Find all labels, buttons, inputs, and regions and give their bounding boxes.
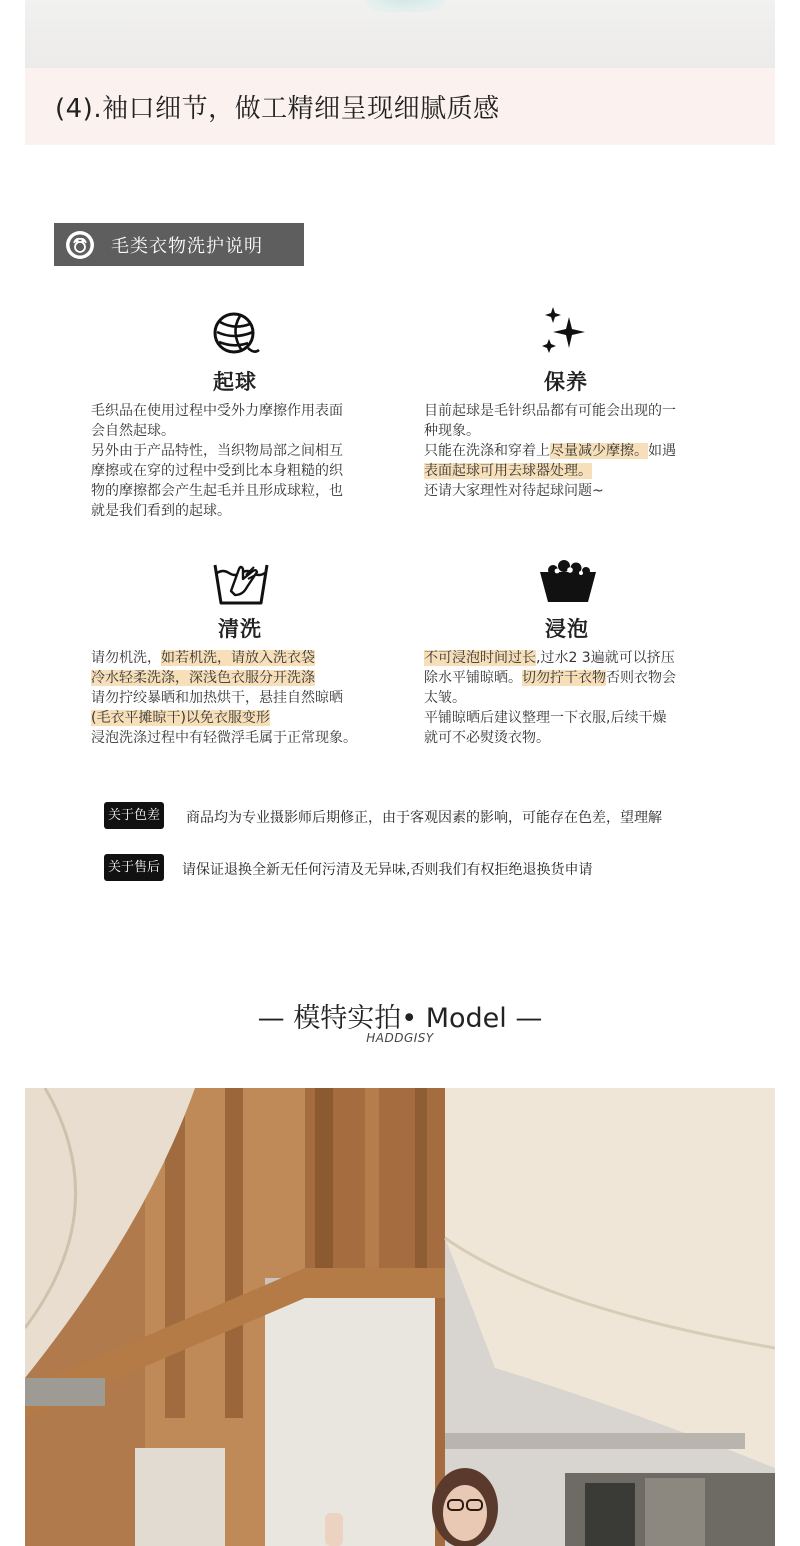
washing-title: 清洗 (218, 617, 262, 641)
washing-line (91, 708, 401, 728)
washing-highlight: 冷水轻柔洗涤，深浅色衣服分开洗涤 (91, 670, 315, 686)
pilling-line: 就是我们看到的起球。 (91, 503, 231, 519)
care-section-header (54, 223, 304, 266)
washing-line (91, 668, 401, 688)
washing-text (91, 648, 401, 748)
maintenance-line: 目前起球是毛针织品都有可能会出现的一 (424, 403, 676, 419)
maintenance-text-span: 只能在洗涤和穿着上 (424, 443, 550, 459)
washing-highlight: (毛衣平摊晾干)以免衣服变形 (91, 710, 270, 726)
pilling-text (91, 401, 391, 521)
model-section-title: — 模特实拍• Model — (257, 1003, 543, 1034)
pilling-line: 会自然起球。 (91, 423, 175, 439)
soaking-title: 浸泡 (545, 617, 589, 641)
hand-wash-icon (213, 557, 269, 607)
washing-text-span: 请勿机洗， (91, 650, 161, 666)
maintenance-text (424, 401, 724, 501)
maintenance-highlight: 表面起球可用去球器处理。 (424, 463, 592, 479)
washing-highlight: 如若机洗，请放入洗衣袋 (161, 650, 315, 666)
pilling-line: 另外由于产品特性，当织物局部之间相互 (91, 443, 343, 459)
brand-name: HADDGISY (366, 1031, 434, 1045)
maintenance-title: 保养 (544, 370, 588, 394)
sparkle-icon (541, 305, 591, 355)
color-diff-notice: 商品均为专业摄影师后期修正，由于客观因素的影响，可能存在色差，望理解 (186, 810, 662, 826)
after-sales-notice: 请保证退换全新无任何污清及无异味,否则我们有权拒绝退换货申请 (182, 862, 593, 878)
pilling-line: 毛织品在使用过程中受外力摩擦作用表面 (91, 403, 343, 419)
soaking-text-span: ,过水2 3遍就可以挤压 (536, 650, 675, 666)
washing-line: 浸泡洗涤过程中有轻微浮毛属于正常现象。 (91, 730, 357, 746)
soaking-line (424, 668, 734, 688)
maintenance-line: 种现象。 (424, 423, 480, 439)
soaking-highlight: 不可浸泡时间过长 (424, 650, 536, 666)
soaking-line: 就可不必熨烫衣物。 (424, 730, 550, 746)
washing-line: 请勿拧绞暴晒和加热烘干，悬挂自然晾晒 (91, 690, 343, 706)
pilling-line: 物的摩擦都会产生起毛并且形成球粒，也 (91, 483, 343, 499)
maintenance-line: 还请大家理性对待起球问题~ (424, 483, 604, 499)
care-section-title: 毛类衣物洗护说明 (111, 235, 263, 257)
wool-care-icon (65, 230, 95, 260)
cuff-detail-photo (25, 0, 775, 68)
maintenance-highlight: 尽量减少摩擦。 (550, 443, 648, 459)
model-photo (25, 1088, 775, 1546)
color-diff-tag: 关于色差 (104, 802, 164, 829)
soaking-text-span: 除水平铺晾晒。 (424, 670, 522, 686)
soaking-highlight: 切勿拧干衣物 (522, 670, 606, 686)
soaking-text (424, 648, 734, 748)
pilling-title: 起球 (213, 370, 257, 394)
soaking-line: 平铺晾晒后建议整理一下衣服,后续干燥 (424, 710, 667, 726)
maintenance-text-span: 如遇 (648, 443, 676, 459)
yarn-ball-icon (210, 310, 260, 360)
after-sales-tag: 关于售后 (104, 854, 164, 881)
washing-line (91, 648, 401, 668)
detail-caption: (4).袖口细节，做工精细呈现细腻质感 (55, 94, 500, 124)
maintenance-line (424, 461, 724, 481)
knit-cuff-fragment (365, 0, 445, 12)
pilling-line: 摩擦或在穿的过程中受到比本身粗糙的织 (91, 463, 343, 479)
soaking-text-span: 否则衣物会 (606, 670, 676, 686)
soaking-line (424, 648, 734, 668)
soaking-line: 太皱。 (424, 690, 466, 706)
maintenance-line (424, 441, 724, 461)
soak-basin-icon (540, 560, 596, 604)
